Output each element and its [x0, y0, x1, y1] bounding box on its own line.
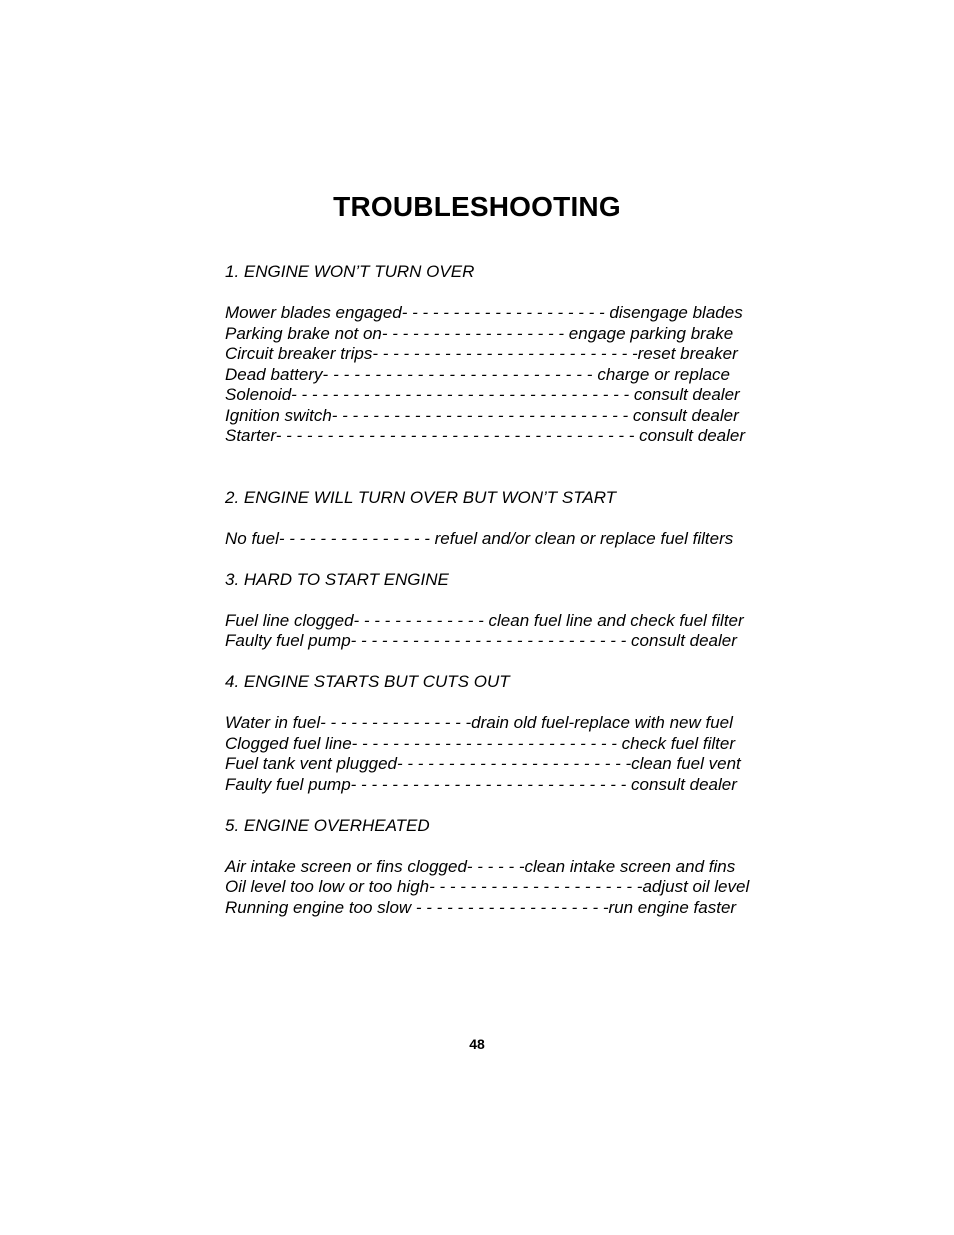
entry-line: Parking brake not on- - - - - - - - - - - - - - - - - - engage parking brake — [225, 323, 734, 343]
entry-line: Water in fuel- - - - - - - - - - - - - - -drain old fuel-replace with new fuel — [225, 713, 733, 732]
page-title: TROUBLESHOOTING — [333, 191, 621, 222]
entry-line: Dead battery- - - - - - - - - - - - - - - - - - - - - - - - - - charge or replace — [225, 364, 730, 384]
entry-line: Fuel line clogged- - - - - - - - - - - - - clean fuel line and check fuel filter — [225, 610, 744, 630]
section-entries — [225, 528, 734, 550]
entry-line: Solenoid- - - - - - - - - - - - - - - - - - - - - - - - - - - - - - - - - consult dealer — [225, 385, 740, 404]
entry-line: Circuit breaker trips- - - - - - - - - - - - - - - - - - - - - - - - - -reset breaker — [225, 344, 738, 363]
section-heading: 4. ENGINE STARTS BUT CUTS OUT — [225, 672, 510, 691]
section-heading: 2. ENGINE WILL TURN OVER BUT WON’T START — [225, 487, 617, 507]
entry-line: Oil level too low or too high- - - - - - - - - - - - - - - - - - - - -adjust oil level — [225, 877, 750, 896]
troubleshooting-content — [225, 262, 750, 918]
entry-line: No fuel- - - - - - - - - - - - - - - refuel and/or clean or replace fuel filters — [225, 528, 734, 548]
entry-line: Running engine too slow - - - - - - - - - - - - - - - - - - -run engine faster — [225, 897, 737, 917]
entry-line: Air intake screen or fins clogged- - - - - -clean intake screen and fins — [225, 856, 736, 876]
entry-line: Fuel tank vent plugged- - - - - - - - - - - - - - - - - - - - - - -clean fuel vent — [225, 754, 741, 773]
entry-line: Mower blades engaged- - - - - - - - - - - - - - - - - - - - disengage blades — [225, 303, 743, 322]
section-heading: 1. ENGINE WON’T TURN OVER — [225, 262, 475, 281]
section-heading: 5. ENGINE OVERHEATED — [225, 815, 430, 835]
entry-line: Faulty fuel pump- - - - - - - - - - - - - - - - - - - - - - - - - - - consult dealer — [225, 631, 737, 650]
entry-line: Faulty fuel pump- - - - - - - - - - - - - - - - - - - - - - - - - - - consult dealer — [225, 774, 737, 794]
page-number: 48 — [469, 1036, 485, 1052]
entry-line: Starter- - - - - - - - - - - - - - - - - - - - - - - - - - - - - - - - - - - consult dealer — [225, 426, 746, 445]
entry-line: Ignition switch- - - - - - - - - - - - - - - - - - - - - - - - - - - - - consult dealer — [225, 405, 739, 425]
entry-line: Clogged fuel line- - - - - - - - - - - - - - - - - - - - - - - - - - check fuel filter — [225, 733, 736, 753]
section-entries — [225, 610, 744, 652]
section-entries — [225, 303, 746, 447]
section-entries — [225, 856, 750, 919]
section-entries — [225, 713, 741, 795]
section-heading: 3. HARD TO START ENGINE — [225, 569, 449, 589]
